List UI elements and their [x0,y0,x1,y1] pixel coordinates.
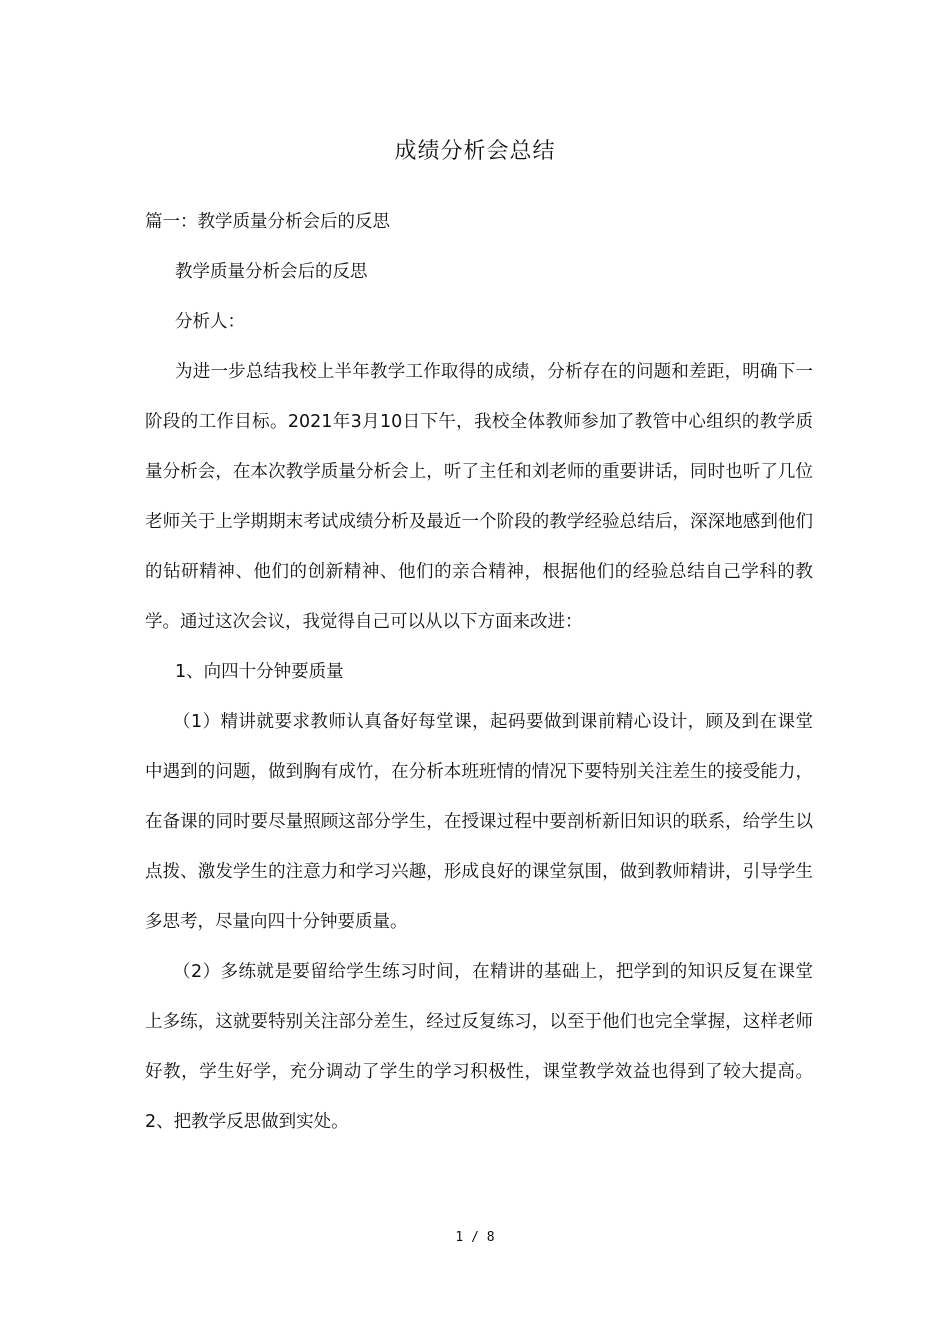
document-title: 成绩分析会总结 [394,139,556,164]
subtitle-paragraph: 教学质量分析会后的反思 [175,262,368,282]
intro-paragraph: 为进一步总结我校上半年教学工作取得的成绩，分析存在的问题和差距，明确下一阶段的工作目标。2021年3月10日下午，我校全体教师参加了教管中心组织的教学质量分析会，在本次教学质量分析会上，听了主任和刘老师的重要讲话，同时也听了几位老师关于上学期期末考试成绩分析及最近一个阶段的教学经验总结后，深深地感到他们的钻研精神、他们的创新精神、他们的亲合精神，根据他们的经验总结自己学科的教学。通过这次会议，我觉得自己可以从以下方面来改进： [145,362,813,632]
page-number [0,1228,950,1248]
page-indicator: 1 / 8 [455,1230,495,1245]
analyst-line: 分析人： [175,312,245,332]
section-heading: 篇一：教学质量分析会后的反思 [145,212,390,232]
point-paragraph-2: （2）多练就是要留给学生练习时间，在精讲的基础上，把学到的知识反复在课堂上多练，这就要特别关注部分差生，经过反复练习，以至于他们也完全掌握，这样老师好教，学生好学，充分调动了学生的学习积极性，课堂教学效益也得到了较大提高。2、把教学反思做到实处。 [145,962,813,1132]
document-body [145,197,813,1147]
point-paragraph-1: （1）精讲就要求教师认真备好每堂课，起码要做到课前精心设计，顾及到在课堂中遇到的问题，做到胸有成竹，在分析本班班情的情况下要特别关注差生的接受能力，在备课的同时要尽量照顾这部分学生，在授课过程中要剖析新旧知识的联系，给学生以点拨、激发学生的注意力和学习兴趣，形成良好的课堂氛围，做到教师精讲，引导学生多思考，尽量向四十分钟要质量。 [145,712,813,932]
point-heading: 1、向四十分钟要质量 [175,662,344,682]
